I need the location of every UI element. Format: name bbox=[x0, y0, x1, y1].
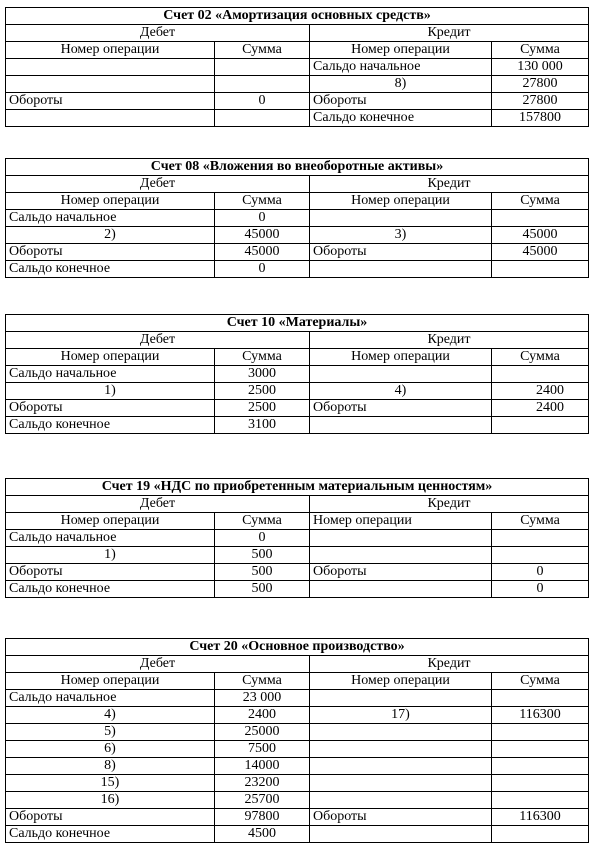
debit-op-cell bbox=[6, 59, 215, 76]
credit-op-cell: Обороты bbox=[310, 809, 492, 826]
debit-sum-cell: 14000 bbox=[215, 758, 310, 775]
debit-sum-header: Сумма bbox=[215, 349, 310, 366]
table-row bbox=[6, 93, 589, 110]
credit-sum-cell bbox=[492, 724, 589, 741]
account-title: Счет 20 «Основное производство» bbox=[6, 639, 589, 656]
credit-op-cell bbox=[310, 210, 492, 227]
debit-op-cell: Обороты bbox=[6, 93, 215, 110]
debit-op-cell: 8) bbox=[6, 758, 215, 775]
debit-sum-header: Сумма bbox=[215, 673, 310, 690]
column-header-row bbox=[6, 349, 589, 366]
debit-op-cell: 1) bbox=[6, 547, 215, 564]
credit-sum-cell bbox=[492, 826, 589, 843]
debit-sum-cell: 97800 bbox=[215, 809, 310, 826]
debit-sum-cell: 45000 bbox=[215, 244, 310, 261]
credit-sum-cell: 0 bbox=[492, 581, 589, 598]
account-title-row bbox=[6, 479, 589, 496]
debit-header: Дебет bbox=[6, 496, 310, 513]
side-header-row bbox=[6, 176, 589, 193]
account-title-row bbox=[6, 8, 589, 25]
table-row bbox=[6, 210, 589, 227]
table-row bbox=[6, 775, 589, 792]
account-10-table bbox=[5, 314, 589, 434]
credit-op-cell: Сальдо конечное bbox=[310, 110, 492, 127]
credit-op-cell bbox=[310, 775, 492, 792]
debit-op-cell: Сальдо конечное bbox=[6, 826, 215, 843]
credit-op-cell bbox=[310, 741, 492, 758]
debit-op-cell: 16) bbox=[6, 792, 215, 809]
debit-op-cell bbox=[6, 110, 215, 127]
table-row bbox=[6, 530, 589, 547]
debit-op-cell: Сальдо конечное bbox=[6, 581, 215, 598]
credit-op-cell bbox=[310, 530, 492, 547]
credit-op-header: Номер операции bbox=[310, 349, 492, 366]
credit-sum-cell bbox=[492, 792, 589, 809]
credit-op-cell bbox=[310, 366, 492, 383]
debit-sum-cell: 23200 bbox=[215, 775, 310, 792]
account-title-row bbox=[6, 159, 589, 176]
debit-op-cell: Обороты bbox=[6, 809, 215, 826]
account-title: Счет 10 «Материалы» bbox=[6, 315, 589, 332]
debit-op-cell: Сальдо начальное bbox=[6, 690, 215, 707]
debit-sum-cell: 2500 bbox=[215, 383, 310, 400]
credit-sum-cell: 116300 bbox=[492, 707, 589, 724]
credit-sum-cell bbox=[492, 741, 589, 758]
account-title-row bbox=[6, 315, 589, 332]
table-row bbox=[6, 581, 589, 598]
debit-sum-cell: 500 bbox=[215, 547, 310, 564]
debit-op-cell: Сальдо начальное bbox=[6, 530, 215, 547]
debit-op-header: Номер операции bbox=[6, 42, 215, 59]
debit-sum-cell bbox=[215, 110, 310, 127]
credit-sum-cell bbox=[492, 530, 589, 547]
table-row bbox=[6, 758, 589, 775]
table-row bbox=[6, 792, 589, 809]
debit-sum-cell: 0 bbox=[215, 530, 310, 547]
credit-sum-cell: 45000 bbox=[492, 244, 589, 261]
side-header-row bbox=[6, 25, 589, 42]
debit-sum-cell: 23 000 bbox=[215, 690, 310, 707]
debit-sum-cell: 25700 bbox=[215, 792, 310, 809]
credit-op-cell bbox=[310, 792, 492, 809]
account-title: Счет 02 «Амортизация основных средств» bbox=[6, 8, 589, 25]
credit-op-cell: 4) bbox=[310, 383, 492, 400]
debit-op-cell: Сальдо конечное bbox=[6, 261, 215, 278]
debit-op-header: Номер операции bbox=[6, 349, 215, 366]
debit-op-cell: 2) bbox=[6, 227, 215, 244]
credit-sum-cell bbox=[492, 210, 589, 227]
credit-op-cell: 3) bbox=[310, 227, 492, 244]
table-row bbox=[6, 76, 589, 93]
credit-sum-cell: 0 bbox=[492, 564, 589, 581]
debit-sum-cell: 0 bbox=[215, 93, 310, 110]
credit-op-cell bbox=[310, 581, 492, 598]
credit-op-cell bbox=[310, 417, 492, 434]
debit-op-cell: Сальдо начальное bbox=[6, 210, 215, 227]
debit-header: Дебет bbox=[6, 176, 310, 193]
credit-header: Кредит bbox=[310, 25, 589, 42]
debit-sum-cell: 45000 bbox=[215, 227, 310, 244]
debit-sum-header: Сумма bbox=[215, 42, 310, 59]
credit-op-cell bbox=[310, 758, 492, 775]
credit-sum-cell: 116300 bbox=[492, 809, 589, 826]
credit-op-cell bbox=[310, 547, 492, 564]
account-19-table bbox=[5, 478, 589, 598]
table-row bbox=[6, 244, 589, 261]
credit-op-cell: Обороты bbox=[310, 400, 492, 417]
table-row bbox=[6, 826, 589, 843]
credit-sum-cell bbox=[492, 758, 589, 775]
credit-sum-cell: 27800 bbox=[492, 76, 589, 93]
credit-op-header: Номер операции bbox=[310, 513, 492, 530]
debit-sum-cell bbox=[215, 76, 310, 93]
credit-op-cell: 8) bbox=[310, 76, 492, 93]
debit-sum-cell: 3100 bbox=[215, 417, 310, 434]
credit-op-cell: Обороты bbox=[310, 564, 492, 581]
debit-sum-cell: 25000 bbox=[215, 724, 310, 741]
credit-op-header: Номер операции bbox=[310, 42, 492, 59]
account-title-row bbox=[6, 639, 589, 656]
column-header-row bbox=[6, 673, 589, 690]
table-row bbox=[6, 741, 589, 758]
table-row bbox=[6, 707, 589, 724]
debit-op-cell: 1) bbox=[6, 383, 215, 400]
table-row bbox=[6, 400, 589, 417]
credit-header: Кредит bbox=[310, 332, 589, 349]
credit-op-cell bbox=[310, 826, 492, 843]
debit-op-cell bbox=[6, 76, 215, 93]
table-row bbox=[6, 227, 589, 244]
credit-sum-cell: 130 000 bbox=[492, 59, 589, 76]
credit-sum-header: Сумма bbox=[492, 513, 589, 530]
debit-op-header: Номер операции bbox=[6, 193, 215, 210]
table-row bbox=[6, 59, 589, 76]
credit-header: Кредит bbox=[310, 656, 589, 673]
debit-op-cell: 6) bbox=[6, 741, 215, 758]
side-header-row bbox=[6, 656, 589, 673]
credit-op-header: Номер операции bbox=[310, 673, 492, 690]
account-08-table bbox=[5, 158, 589, 278]
side-header-row bbox=[6, 332, 589, 349]
debit-op-cell: Обороты bbox=[6, 564, 215, 581]
debit-header: Дебет bbox=[6, 25, 310, 42]
debit-op-header: Номер операции bbox=[6, 513, 215, 530]
table-row bbox=[6, 366, 589, 383]
account-title: Счет 19 «НДС по приобретенным материальным ценностям» bbox=[6, 479, 589, 496]
debit-sum-cell: 0 bbox=[215, 261, 310, 278]
account-02-table bbox=[5, 7, 589, 127]
table-row bbox=[6, 564, 589, 581]
credit-op-cell: Обороты bbox=[310, 93, 492, 110]
debit-op-cell: 4) bbox=[6, 707, 215, 724]
debit-header: Дебет bbox=[6, 656, 310, 673]
credit-op-cell: Сальдо начальное bbox=[310, 59, 492, 76]
account-title: Счет 08 «Вложения во внеоборотные активы» bbox=[6, 159, 589, 176]
credit-sum-cell bbox=[492, 690, 589, 707]
credit-sum-cell bbox=[492, 547, 589, 564]
debit-sum-cell: 4500 bbox=[215, 826, 310, 843]
credit-op-cell bbox=[310, 724, 492, 741]
debit-sum-cell bbox=[215, 59, 310, 76]
table-row bbox=[6, 547, 589, 564]
credit-sum-cell: 2400 bbox=[492, 400, 589, 417]
credit-sum-header: Сумма bbox=[492, 42, 589, 59]
debit-op-cell: 15) bbox=[6, 775, 215, 792]
debit-sum-cell: 3000 bbox=[215, 366, 310, 383]
credit-sum-cell: 27800 bbox=[492, 93, 589, 110]
credit-header: Кредит bbox=[310, 496, 589, 513]
credit-header: Кредит bbox=[310, 176, 589, 193]
debit-sum-header: Сумма bbox=[215, 513, 310, 530]
debit-op-header: Номер операции bbox=[6, 673, 215, 690]
credit-sum-header: Сумма bbox=[492, 349, 589, 366]
table-row bbox=[6, 110, 589, 127]
credit-sum-cell bbox=[492, 366, 589, 383]
credit-sum-cell bbox=[492, 775, 589, 792]
credit-op-header: Номер операции bbox=[310, 193, 492, 210]
credit-sum-header: Сумма bbox=[492, 193, 589, 210]
table-row bbox=[6, 417, 589, 434]
credit-op-cell bbox=[310, 261, 492, 278]
debit-op-cell: Сальдо начальное bbox=[6, 366, 215, 383]
debit-op-cell: Обороты bbox=[6, 244, 215, 261]
debit-sum-cell: 2500 bbox=[215, 400, 310, 417]
credit-sum-cell: 45000 bbox=[492, 227, 589, 244]
debit-sum-cell: 500 bbox=[215, 564, 310, 581]
table-row bbox=[6, 809, 589, 826]
table-row bbox=[6, 261, 589, 278]
debit-sum-cell: 2400 bbox=[215, 707, 310, 724]
credit-op-cell bbox=[310, 690, 492, 707]
debit-op-cell: Сальдо конечное bbox=[6, 417, 215, 434]
debit-op-cell: 5) bbox=[6, 724, 215, 741]
debit-op-cell: Обороты bbox=[6, 400, 215, 417]
table-row bbox=[6, 383, 589, 400]
credit-sum-cell bbox=[492, 417, 589, 434]
column-header-row bbox=[6, 193, 589, 210]
debit-sum-cell: 500 bbox=[215, 581, 310, 598]
debit-sum-header: Сумма bbox=[215, 193, 310, 210]
column-header-row bbox=[6, 513, 589, 530]
credit-sum-header: Сумма bbox=[492, 673, 589, 690]
column-header-row bbox=[6, 42, 589, 59]
table-row bbox=[6, 690, 589, 707]
credit-sum-cell: 2400 bbox=[492, 383, 589, 400]
debit-sum-cell: 0 bbox=[215, 210, 310, 227]
debit-sum-cell: 7500 bbox=[215, 741, 310, 758]
credit-sum-cell: 157800 bbox=[492, 110, 589, 127]
account-20-table bbox=[5, 638, 589, 843]
side-header-row bbox=[6, 496, 589, 513]
credit-op-cell: 17) bbox=[310, 707, 492, 724]
table-row bbox=[6, 724, 589, 741]
credit-sum-cell bbox=[492, 261, 589, 278]
debit-header: Дебет bbox=[6, 332, 310, 349]
credit-op-cell: Обороты bbox=[310, 244, 492, 261]
